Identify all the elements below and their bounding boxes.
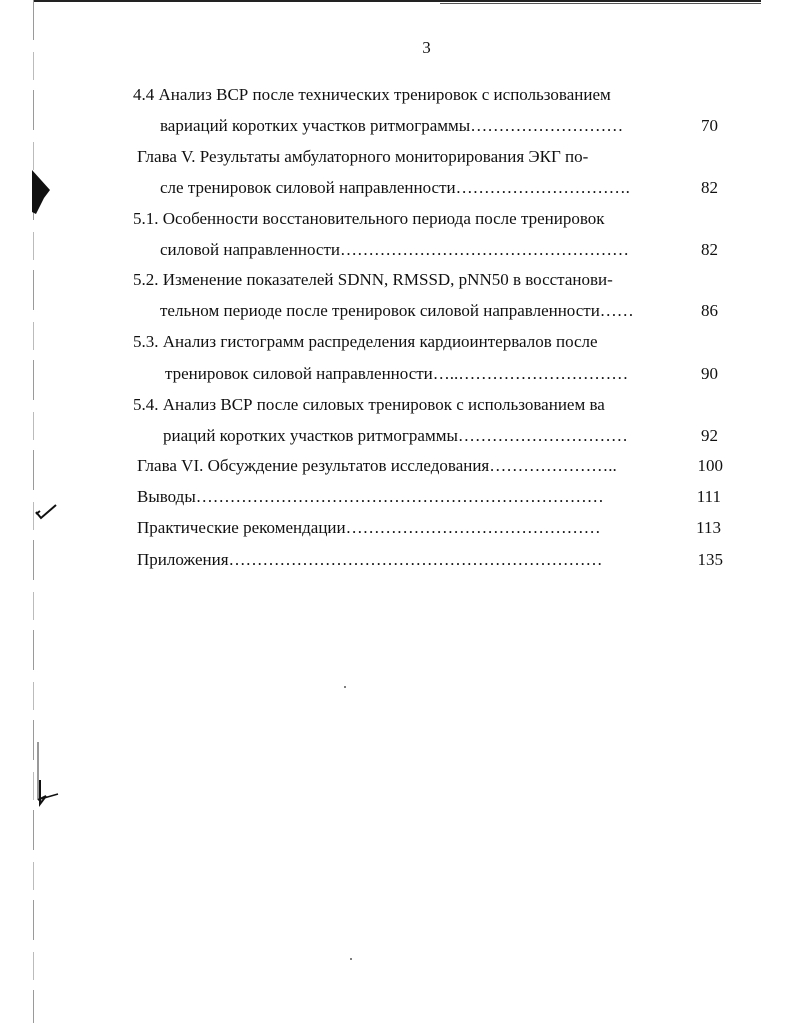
toc-entry-line: 5.1. Особенности восстановительного периода после тренировок (133, 209, 605, 228)
toc-page-number: 82 (701, 178, 718, 197)
toc-entry-line: Приложения………………………………………………………… (137, 550, 603, 569)
toc-entry-line: Глава VI. Обсуждение результатов исследования………………….. (137, 456, 617, 475)
toc-entry-line: 5.2. Изменение показателей SDNN, RMSSD, pNN50 в восстанови- (133, 270, 613, 289)
toc-page-number: 100 (697, 456, 723, 475)
toc-page-number: 86 (701, 301, 718, 320)
toc-entry-line: вариаций коротких участков ритмограммы……………………… (160, 116, 624, 135)
toc-entry-line: тренировок силовой направленности…..………………………… (165, 364, 629, 383)
toc-entry-line: силовой направленности…………………………………………… (160, 240, 629, 259)
toc-page-number: 70 (701, 116, 718, 135)
toc-page-number: 111 (696, 487, 721, 506)
page-number: 3 (422, 38, 431, 57)
toc-entry-line: Глава V. Результаты амбулаторного мониторирования ЭКГ по- (137, 147, 589, 166)
toc-entry-line: 5.4. Анализ ВСР после силовых тренировок с использованием ва (133, 395, 605, 414)
toc-page-number: 82 (701, 240, 718, 259)
toc-entry-line: сле тренировок силовой направленности…………………………. (160, 178, 630, 197)
toc-entry-line: тельном периоде после тренировок силовой направленности…… (160, 301, 634, 320)
toc-page-number: 90 (701, 364, 718, 383)
toc-page-number: 113 (696, 518, 721, 537)
toc-page-number: 135 (697, 550, 723, 569)
toc-entry-line: 5.3. Анализ гистограмм распределения кардиоинтервалов после (133, 332, 598, 351)
toc-entry-line: Практические рекомендации……………………………………… (137, 518, 601, 537)
toc-entry-line: риаций коротких участков ритмограммы………………………… (163, 426, 628, 445)
toc-entry-line: Выводы……………………………………………………………… (137, 487, 604, 506)
toc-entry-line: 4.4 Анализ ВСР после технических тренировок с использованием (133, 85, 611, 104)
toc-page-number: 92 (701, 426, 718, 445)
